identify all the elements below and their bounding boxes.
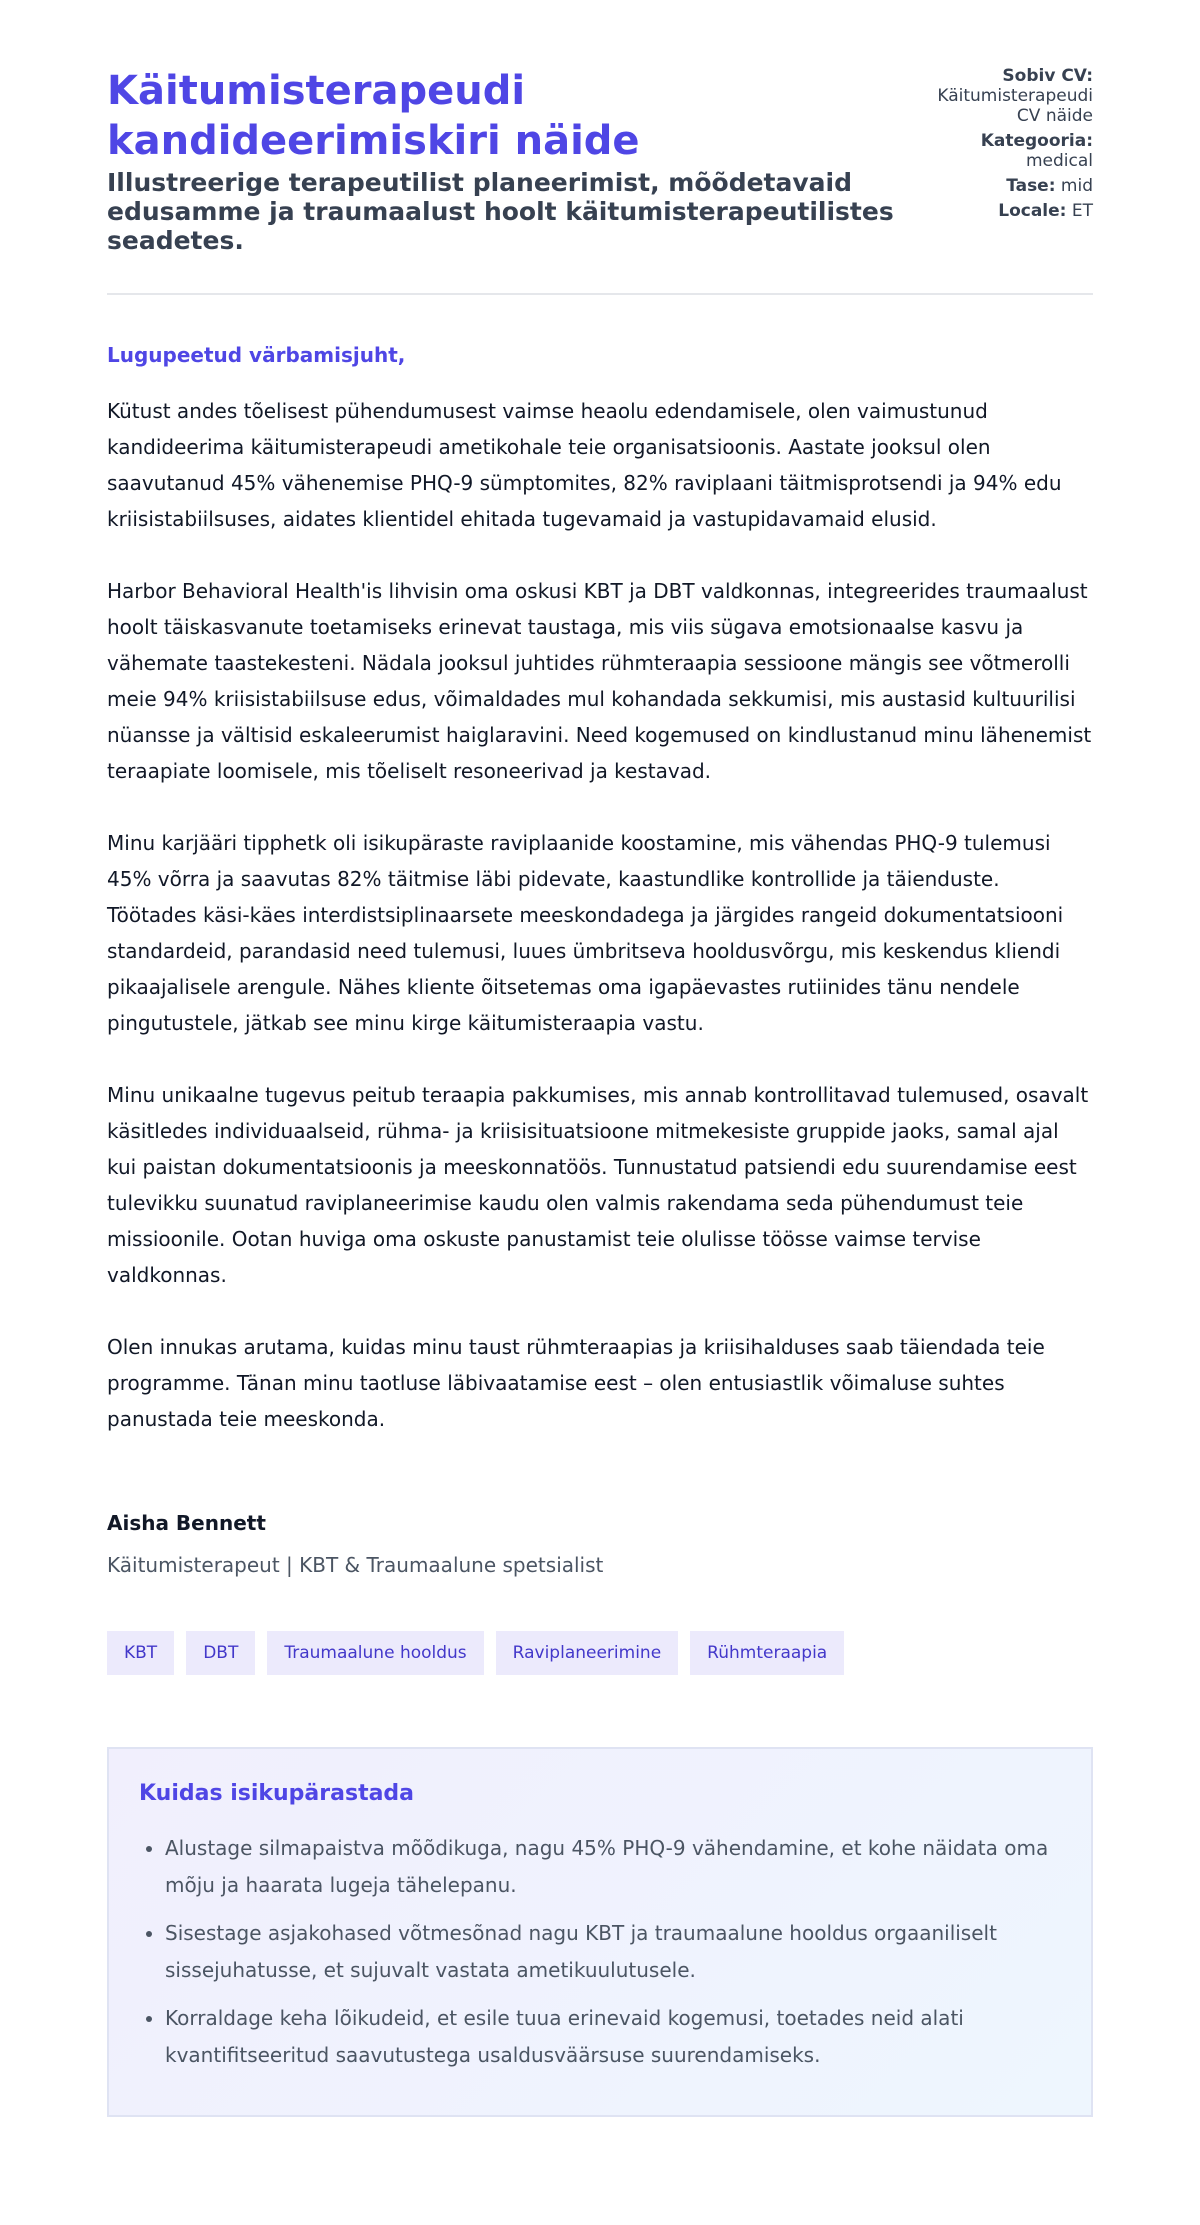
meta-level-label: Tase: bbox=[1006, 176, 1056, 196]
tag: DBT bbox=[186, 1631, 255, 1675]
meta-locale-value: ET bbox=[1071, 201, 1093, 221]
page-title: Käitumisterapeudi kandideerimiskiri näide bbox=[107, 68, 640, 164]
divider bbox=[107, 293, 1093, 295]
meta-panel bbox=[933, 66, 1093, 255]
meta-level-value: mid bbox=[1060, 176, 1093, 196]
header bbox=[107, 0, 1093, 255]
meta-category-label: Kategooria: bbox=[980, 131, 1093, 151]
tips-box bbox=[107, 1747, 1093, 2117]
meta-level bbox=[933, 176, 1093, 196]
tag: KBT bbox=[107, 1631, 174, 1675]
skill-tags bbox=[107, 1631, 1093, 1675]
letter-paragraph: Harbor Behavioral Health'is lihvisin oma oskusi KBT ja DBT valdkonnas, integreerides traumaalust hoolt täiskasvanute toetamiseks erinevat taustaga, mis viis sügava emotsionaalse kasvu ja vähemate taastekesteni. Nädala jooksul juhtides rühmteraapia sessioone mängis see võtmerolli meie 94% kriisistabiilsuse edus, võimaldades mul kohandada sekkumisi, mis austasid kultuurilisi nüansse ja vältisid eskaleerumist haiglaravini. Need kogemused on kindlustanud minu lähenemist teraapiate loomisele, mis tõeliselt resoneerivad ja kestavad. bbox=[107, 579, 1092, 783]
tag: Raviplaneerimine bbox=[496, 1631, 679, 1675]
signer-name: Aisha Bennett bbox=[107, 1511, 266, 1535]
letter-paragraph: Olen innukas arutama, kuidas minu taust rühmteraapias ja kriisihalduses saab täiendada teie programme. Tänan minu taotluse läbivaatamise eest – olen entusiastlik võimaluse suhtes panustada teie meeskonda. bbox=[107, 1335, 1045, 1431]
tag: Rühmteraapia bbox=[690, 1631, 844, 1675]
salutation: Lugupeetud värbamisjuht, bbox=[107, 343, 406, 367]
signer-role: Käitumisterapeut | KBT & Traumaalune spetsialist bbox=[107, 1553, 604, 1577]
tips-title: Kuidas isikupärastada bbox=[139, 1781, 415, 1806]
tip-item: • Alustage silmapaistva mõõdikuga, nagu 45% PHQ-9 vähendamine, et kohe näidata oma mõju ja haarata lugeja tähelepanu. bbox=[165, 1830, 1061, 1904]
letter-paragraph: Minu unikaalne tugevus peitub teraapia pakkumises, mis annab kontrollitavad tulemused, osavalt käsitledes individuaalseid, rühma- ja kriisisituatsioone mitmekesiste gruppide jaoks, samal ajal kui paistan dokumentatsioonis ja meeskonnatöös. Tunnustatud patsiendi edu suurendamise eest tulevikku suunatud raviplaneerimise kaudu olen valmis rakendama seda pühendumust teie missioonile. Ootan huviga oma oskuste panustamist teie olulisse töösse vaimse tervise valdkonnas. bbox=[107, 1083, 1089, 1287]
meta-locale-label: Locale: bbox=[998, 201, 1067, 221]
title-block bbox=[107, 66, 907, 255]
letter-paragraph: Kütust andes tõelisest pühendumusest vaimse heaolu edendamisele, olen vaimustunud kandideerima käitumisterapeudi ametikohale teie organisatsioonis. Aastate jooksul olen saavutanud 45% vähenemise PHQ-9 sümptomites, 82% raviplaani täitmisprotsendi ja 94% edu kriisistabiilsuses, aidates klientidel ehitada tugevamaid ja vastupidavamaid elusid. bbox=[107, 399, 1062, 531]
meta-cv-value[interactable]: Käitumisterapeudi CV näide bbox=[937, 86, 1093, 126]
tip-item: • Korraldage keha lõikudeid, et esile tuua erinevaid kogemusi, toetades neid alati kvantifitseeritud saavutustega usaldusväärsuse suurendamiseks. bbox=[165, 2000, 1061, 2074]
tip-item: • Sisestage asjakohased võtmesõnad nagu KBT ja traumaalune hooldus orgaaniliselt sissejuhatusse, et sujuvalt vastata ametikuulutusele. bbox=[165, 1915, 1061, 1989]
letter-paragraph: Minu karjääri tipphetk oli isikupäraste raviplaanide koostamine, mis vähendas PHQ-9 tulemusi 45% võrra ja saavutas 82% täitmise läbi pidevate, kaastundlike kontrollide ja täienduste. Töötades käsi-käes interdistsiplinaarsete meeskondadega ja järgides rangeid dokumentatsiooni standardeid, parandasid need tulemusi, luues ümbritseva hooldusvõrgu, mis keskendus kliendi pikaajalisele arengule. Nähes kliente õitsetemas oma igapäevastes rutiinides tänu nendele pingutustele, jätkab see minu kirge käitumisteraapia vastu. bbox=[107, 831, 1064, 1035]
meta-locale bbox=[933, 201, 1093, 221]
meta-category-value: medical bbox=[1025, 151, 1093, 171]
meta-cv-label: Sobiv CV: bbox=[1002, 66, 1093, 86]
meta-cv bbox=[933, 66, 1093, 126]
signature bbox=[107, 1511, 1093, 1577]
tips-list bbox=[139, 1830, 1061, 2074]
page-subtitle: Illustreerige terapeutilist planeerimist, mõõdetavaid edusamme ja traumaalust hoolt käitumisterapeutilistes seadetes. bbox=[107, 168, 894, 255]
cover-letter-page bbox=[107, 0, 1093, 2117]
meta-category bbox=[933, 131, 1093, 171]
tag: Traumaalune hooldus bbox=[267, 1631, 483, 1675]
